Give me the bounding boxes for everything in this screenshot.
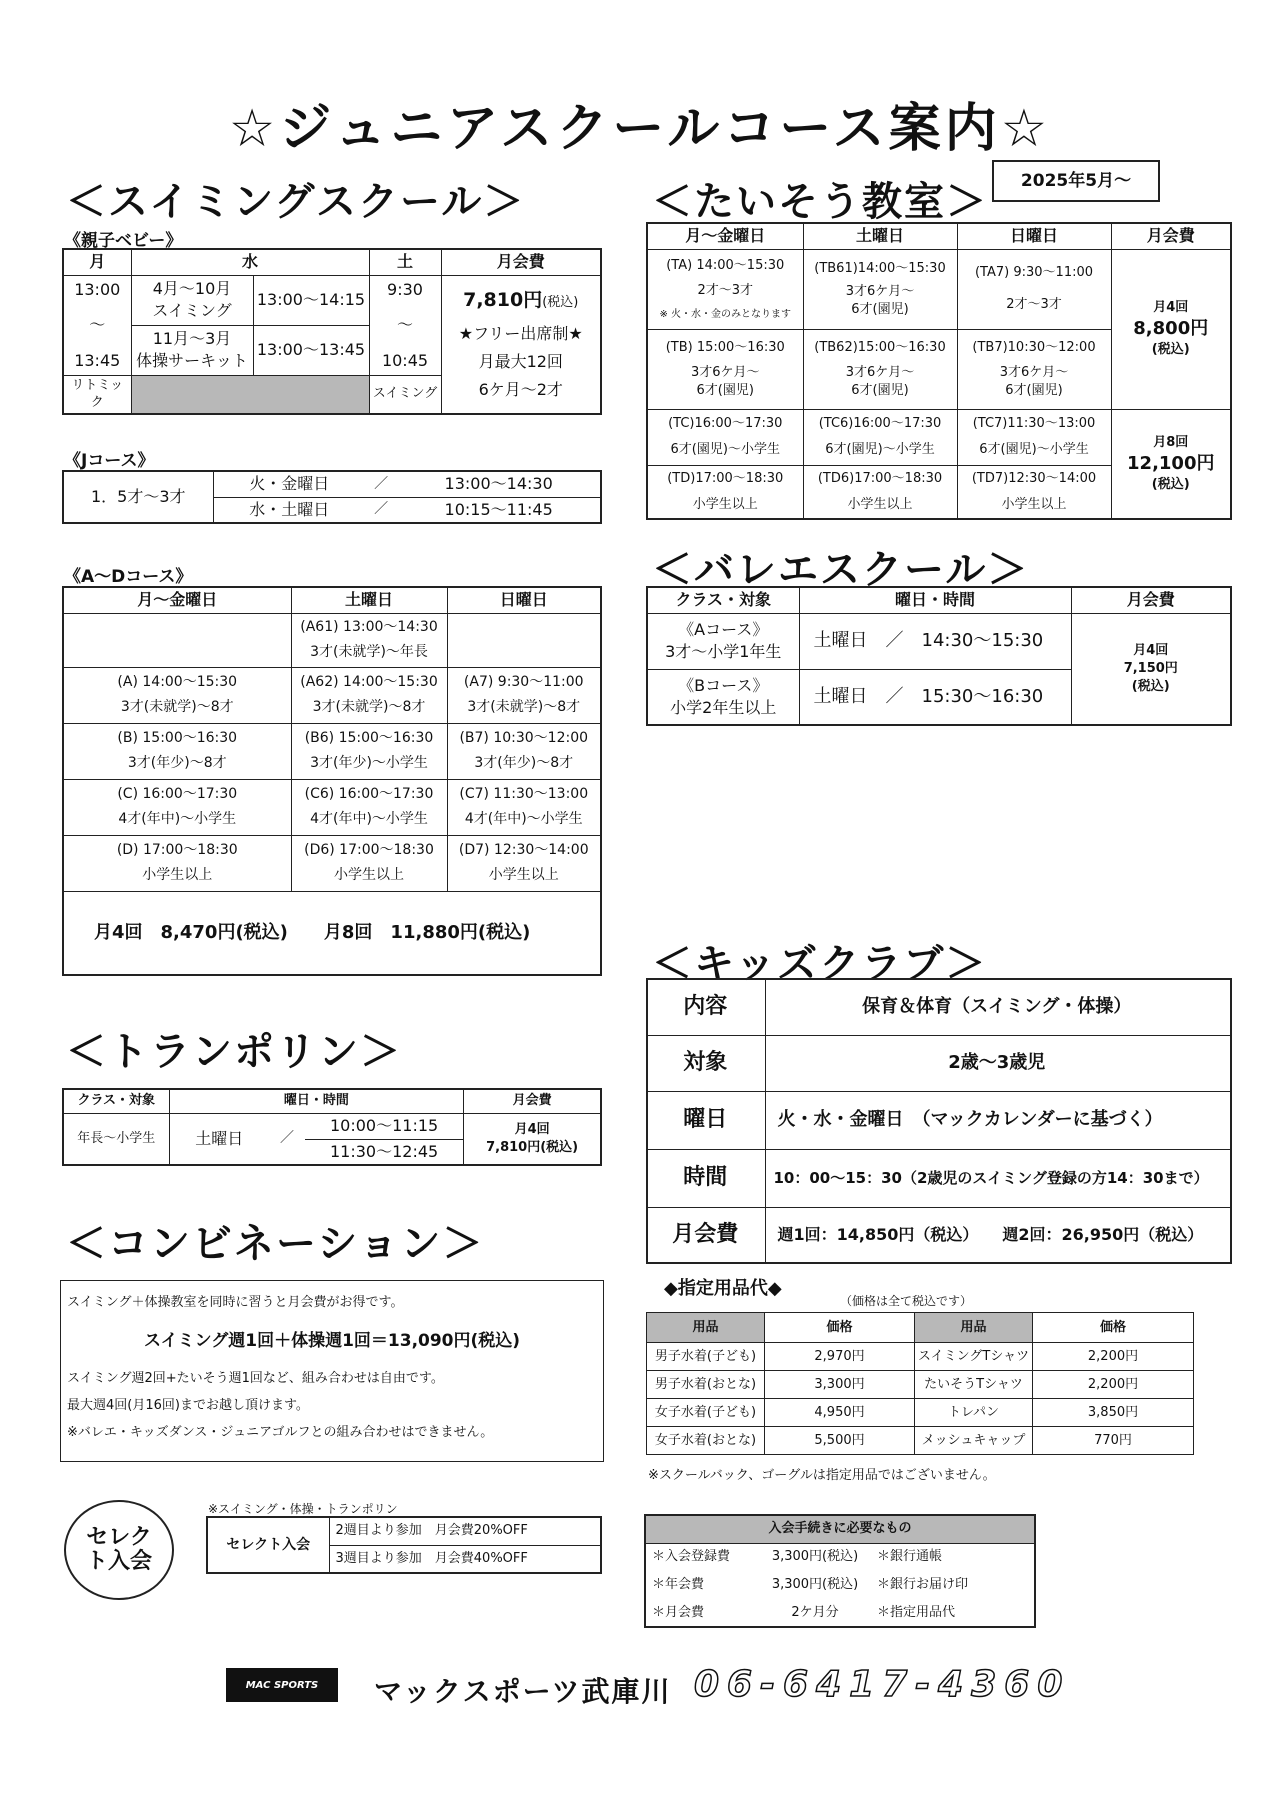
table-cell: (TB7)10:30～12:00 3才6ケ月～ 6才(園児) xyxy=(957,329,1111,409)
table-cell: 11:30～12:45 xyxy=(305,1139,464,1165)
table-cell: 月～金曜日 xyxy=(63,587,291,613)
table-cell xyxy=(447,613,601,667)
goods-heading: ◆指定用品代◆ xyxy=(664,1278,782,1299)
table-cell: 年長～小学生 xyxy=(63,1113,169,1165)
table-cell: 9:30 ～ 10:45 xyxy=(369,275,441,375)
kids-heading: ＜キッズクラブ＞ xyxy=(652,941,988,987)
table-cell: 2,970円 xyxy=(765,1343,915,1371)
table-cell: (B) 15:00～16:30 3才(年少)～8才 xyxy=(63,723,291,779)
mac-sports-logo: MAC SPORTS xyxy=(226,1668,338,1702)
gym-table xyxy=(646,222,1232,520)
table-cell: 11月～3月 体操サーキット xyxy=(131,325,253,375)
table-cell: 火・水・金曜日 （マックカレンダーに基づく） xyxy=(765,1091,1231,1149)
table-cell: 3,300円(税込) xyxy=(771,1577,859,1593)
table-cell: ／ xyxy=(365,471,397,497)
date-badge: 2025年5月～ xyxy=(992,160,1160,202)
col-header: 月会費 xyxy=(441,249,601,275)
table-cell: (C6) 16:00～17:30 4才(年中)～小学生 xyxy=(291,779,447,835)
table-cell: 土曜日 ／ 14:30～15:30 xyxy=(799,613,1071,669)
table-cell: (TB61)14:00～15:30 3才6ケ月～ 6才(園児) xyxy=(803,249,957,329)
ad-course-label: 《A～Dコース》 xyxy=(64,567,193,587)
footer-name: マックスポーツ武庫川 xyxy=(374,1675,672,1708)
table-cell: 2歳～3歳児 xyxy=(765,1035,1231,1091)
table-cell: 5,500円 xyxy=(765,1427,915,1455)
table-cell: (D) 17:00～18:30 小学生以上 xyxy=(63,835,291,891)
table-cell: 日曜日 xyxy=(957,223,1111,249)
table-cell: 火・金曜日 xyxy=(213,471,365,497)
table-cell: 2週目より参加 月会費20%OFF xyxy=(329,1517,601,1545)
table-cell: 2,200円 xyxy=(1033,1371,1194,1399)
table-cell: スイミングTシャツ xyxy=(915,1343,1033,1371)
oyako-label: 《親子ベビー》 xyxy=(64,231,183,251)
table-cell: ＊銀行お届け印 xyxy=(877,1577,969,1593)
table-cell: 対象 xyxy=(647,1035,765,1091)
table-cell: 曜日 xyxy=(647,1091,765,1149)
table-cell: (TD7)12:30～14:00 小学生以上 xyxy=(957,465,1111,519)
table-cell: 時間 xyxy=(647,1149,765,1207)
table-cell: ＊月会費 xyxy=(652,1604,705,1620)
table-cell: 土曜日 xyxy=(803,223,957,249)
combo-box: スイミング＋体操教室を同時に習うと月会費がお得です。 スイミング週1回＋体操週1回＝13,090円(税込) スイミング週2回+たいそう週1回など、組み合わせは自由です。 最大週4回(月16回)までお越し頂けます。 ※バレエ・キッズダンス・ジュニアゴルフとの組み合わせはできません。 xyxy=(60,1280,604,1462)
table-cell: ＊指定用品代 xyxy=(877,1604,956,1620)
oyako-table xyxy=(62,248,602,415)
tramp-table xyxy=(62,1088,602,1166)
table-cell: 13:00～14:30 xyxy=(397,471,601,497)
table-cell: ＊入会登録費 xyxy=(652,1549,731,1565)
table-cell: 月会費 xyxy=(464,1089,601,1113)
table-cell: クラス・対象 xyxy=(647,587,799,613)
table-cell: 日曜日 xyxy=(447,587,601,613)
table-cell: 月会費 xyxy=(1071,587,1231,613)
table-cell: 月会費 xyxy=(647,1207,765,1263)
table-cell: 《Aコース》 3才～小学1年生 xyxy=(647,613,799,669)
table-cell: 月4回 7,150円 (税込) xyxy=(1071,613,1231,725)
table-cell: 女子水着(子ども) xyxy=(647,1399,765,1427)
goods-table xyxy=(646,1312,1194,1455)
footer-phone: 06-6417-4360 xyxy=(694,1664,1071,1705)
table-cell: 月会費 xyxy=(1111,223,1231,249)
col-header: 水 xyxy=(131,249,369,275)
join-table xyxy=(644,1514,1036,1628)
table-cell: 保育＆体育（スイミング・体操） xyxy=(765,979,1231,1035)
table-cell: 土曜日 xyxy=(169,1113,269,1165)
wed-swim-label: 4月～10月 スイミング xyxy=(131,275,253,325)
table-cell: 用品 xyxy=(915,1313,1033,1343)
table-cell: 男子水着(子ども) xyxy=(647,1343,765,1371)
table-cell: 女子水着(おとな) xyxy=(647,1427,765,1455)
table-cell: (TC)16:00～17:30 6才(園児)～小学生 xyxy=(647,409,803,465)
col-header: 月 xyxy=(63,249,131,275)
select-table xyxy=(206,1516,602,1574)
table-cell: 13:00～13:45 xyxy=(253,325,369,375)
table-cell: 770円 xyxy=(1033,1427,1194,1455)
table-cell: 10:15～11:45 xyxy=(397,497,601,523)
table-cell: リトミック xyxy=(63,375,131,414)
table-cell: (C7) 11:30～13:00 4才(年中)～小学生 xyxy=(447,779,601,835)
ad-course-table xyxy=(62,586,602,976)
table-cell: 内容 xyxy=(647,979,765,1035)
goods-footnote: ※スクールバック、ゴーグルは指定用品ではございません。 xyxy=(648,1468,996,1483)
table-cell: 用品 xyxy=(647,1313,765,1343)
table-cell: (B7) 10:30～12:00 3才(年少)～8才 xyxy=(447,723,601,779)
table-cell: 男子水着(おとな) xyxy=(647,1371,765,1399)
table-cell: (A7) 9:30～11:00 3才(未就学)～8才 xyxy=(447,667,601,723)
table-cell: 2ケ月分 xyxy=(791,1604,839,1620)
table-cell: 曜日・時間 xyxy=(169,1089,464,1113)
table-cell: (D7) 12:30～14:00 小学生以上 xyxy=(447,835,601,891)
table-cell: 4,950円 xyxy=(765,1399,915,1427)
ballet-heading: ＜バレエスクール＞ xyxy=(652,547,1030,593)
table-cell: 10：00～15：30（2歳児のスイミング登録の方14：30まで） xyxy=(765,1149,1231,1207)
table-cell: (TC7)11:30～13:00 6才(園児)～小学生 xyxy=(957,409,1111,465)
table-cell: 月～金曜日 xyxy=(647,223,803,249)
table-cell: 3,300円(税込) xyxy=(771,1549,859,1565)
table-cell: (C) 16:00～17:30 4才(年中)～小学生 xyxy=(63,779,291,835)
table-cell: 10:00～11:15 xyxy=(305,1113,464,1139)
table-cell: 1．5才～3才 xyxy=(63,471,213,523)
table-cell: 価格 xyxy=(765,1313,915,1343)
col-header: 土 xyxy=(369,249,441,275)
table-cell: (B6) 15:00～16:30 3才(年少)～小学生 xyxy=(291,723,447,779)
table-cell: 月8回 12,100円 (税込) xyxy=(1111,409,1231,519)
swim-heading: ＜スイミングスクール＞ xyxy=(66,179,526,225)
table-cell: (A) 14:00～15:30 3才(未就学)～8才 xyxy=(63,667,291,723)
gym-heading: ＜たいそう教室＞ xyxy=(652,179,988,225)
table-cell: ＊銀行通帳 xyxy=(877,1549,943,1565)
table-cell: 13:00 ～ 13:45 xyxy=(63,275,131,375)
table-cell: 曜日・時間 xyxy=(799,587,1071,613)
table-cell: 《Bコース》 小学2年生以上 xyxy=(647,669,799,725)
table-cell: (A61) 13:00～14:30 3才(未就学)～年長 xyxy=(291,613,447,667)
table-cell: 3,300円 xyxy=(765,1371,915,1399)
table-cell: (TC6)16:00～17:30 6才(園児)～小学生 xyxy=(803,409,957,465)
table-cell: (A62) 14:00～15:30 3才(未就学)～8才 xyxy=(291,667,447,723)
table-cell: スイミング xyxy=(369,375,441,414)
table-cell: (TB62)15:00～16:30 3才6ケ月～ 6才(園児) xyxy=(803,329,957,409)
select-bubble: セレクト入会 xyxy=(64,1500,174,1600)
select-note: ※スイミング・体操・トランポリン xyxy=(208,1502,398,1516)
goods-note: （価格は全て税込です） xyxy=(840,1294,973,1308)
table-cell: 13:00～14:15 xyxy=(253,275,369,325)
table-cell: トレパン xyxy=(915,1399,1033,1427)
table-cell: (TB) 15:00～16:30 3才6ケ月～ 6才(園児) xyxy=(647,329,803,409)
table-cell: 月4回 7,810円(税込) xyxy=(464,1113,601,1165)
table-cell: ＊年会費 xyxy=(652,1577,705,1593)
table-cell: 7,810円(税込) ★フリー出席制★ 月最大12回 6ケ月～2才 xyxy=(441,275,601,414)
j-course-label: 《Jコース》 xyxy=(64,451,155,471)
kids-table xyxy=(646,978,1232,1264)
j-course-table xyxy=(62,470,602,524)
tramp-heading: ＜トランポリン＞ xyxy=(66,1029,402,1075)
page-title: ☆ジュニアスクールコース案内☆ xyxy=(228,99,1052,159)
ballet-table xyxy=(646,586,1232,726)
table-cell: (TD6)17:00～18:30 小学生以上 xyxy=(803,465,957,519)
table-cell: 土曜日 xyxy=(291,587,447,613)
table-cell: (TD)17:00～18:30 小学生以上 xyxy=(647,465,803,519)
table-cell: 価格 xyxy=(1033,1313,1194,1343)
table-cell: (D6) 17:00～18:30 小学生以上 xyxy=(291,835,447,891)
table-cell: ／ xyxy=(365,497,397,523)
table-cell: (TA) 14:00～15:30 2才～3才 ※ 火・水・金のみとなります xyxy=(647,249,803,329)
table-cell: ／ xyxy=(269,1113,305,1165)
table-cell: セレクト入会 xyxy=(207,1517,329,1573)
combo-heading: ＜コンビネーション＞ xyxy=(66,1221,485,1267)
table-cell: 入会手続きに必要なもの xyxy=(645,1515,1035,1543)
table-cell xyxy=(63,613,291,667)
table-cell: 3週目より参加 月会費40%OFF xyxy=(329,1545,601,1573)
table-cell: (TA7) 9:30～11:00 2才～3才 xyxy=(957,249,1111,329)
table-cell: 2,200円 xyxy=(1033,1343,1194,1371)
ad-fee: 月4回 8,470円(税込) 月8回 11,880円(税込) xyxy=(63,891,601,975)
table-cell: メッシュキャップ xyxy=(915,1427,1033,1455)
table-cell: 月4回 8,800円 (税込) xyxy=(1111,249,1231,409)
table-cell xyxy=(131,375,369,414)
table-cell: 週1回：14,850円（税込） 週2回：26,950円（税込） xyxy=(765,1207,1231,1263)
table-cell: クラス・対象 xyxy=(63,1089,169,1113)
table-cell: たいそうTシャツ xyxy=(915,1371,1033,1399)
table-cell: 水・土曜日 xyxy=(213,497,365,523)
table-cell: 3,850円 xyxy=(1033,1399,1194,1427)
table-cell: 土曜日 ／ 15:30～16:30 xyxy=(799,669,1071,725)
